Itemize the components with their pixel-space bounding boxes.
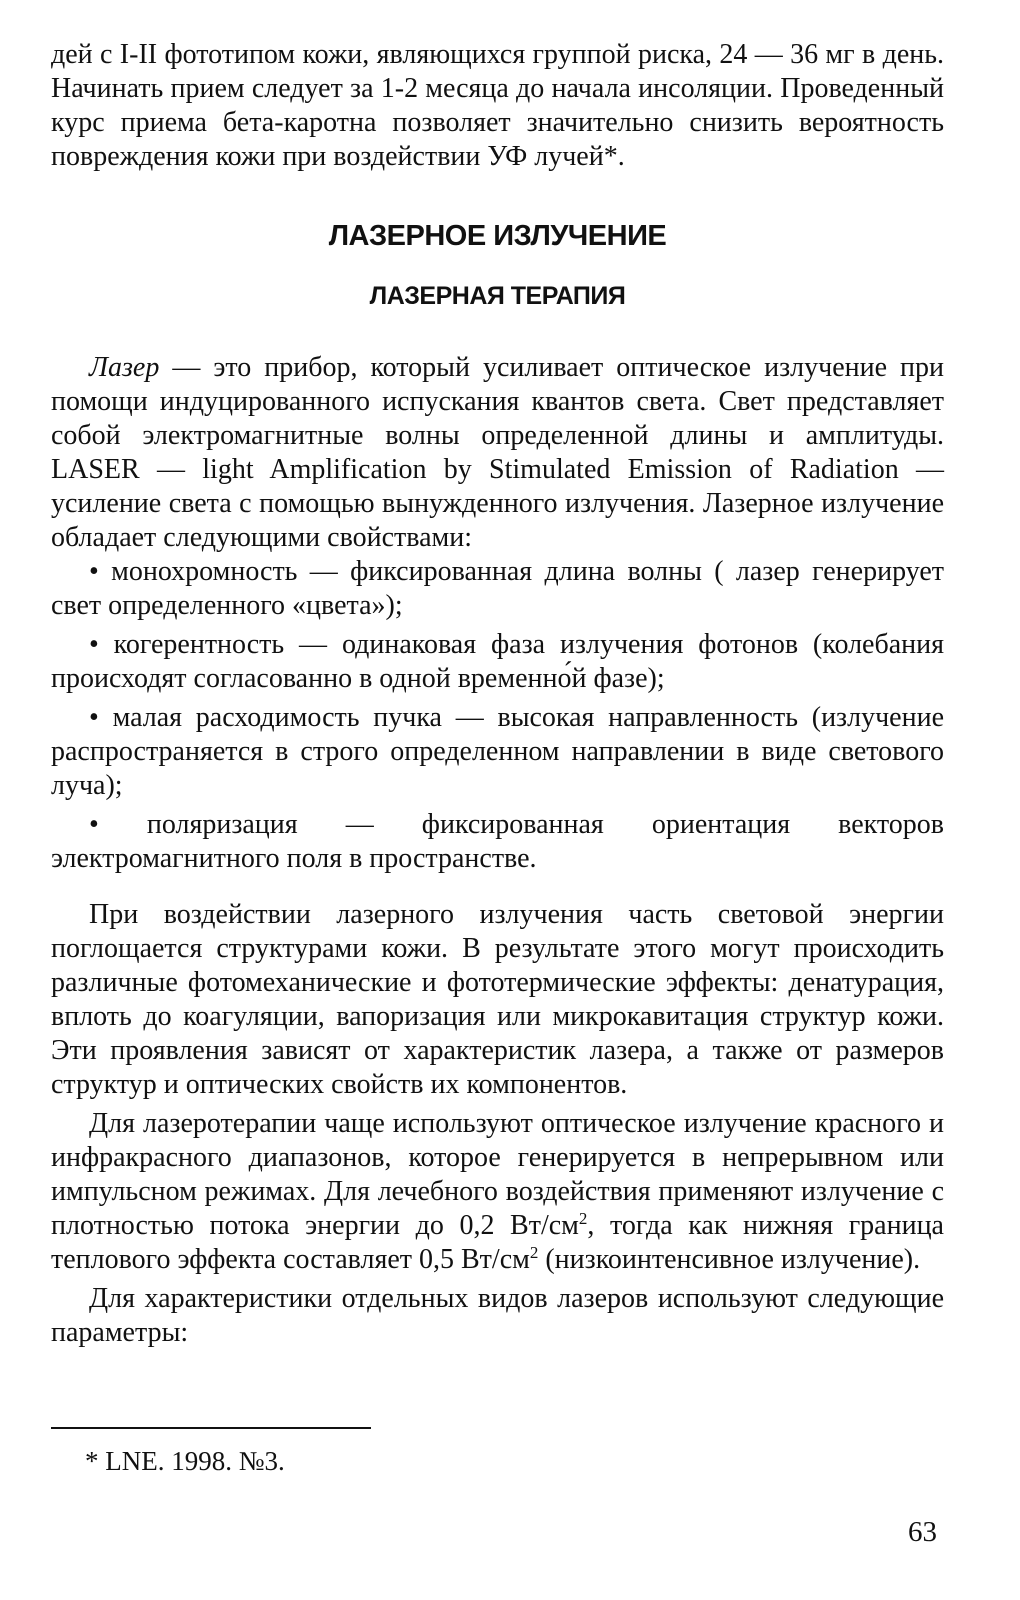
power-text-c: (низкоинтенсивное излучение). xyxy=(538,1244,921,1275)
paragraph-skin-effects: При воздействии лазерного излучения часть световой энергии поглощается структурами кожи. В результате этого могут происходить различные фотомеханические и фототермические эффекты: денатурация, вплоть до коагуляции, вапоризация или микрокавитация структур кожи. Эти проявления зависят от характеристик лазера, а также от размеров структур и оптических свойств их компонентов. xyxy=(51,899,944,1100)
paragraph-laser-definition xyxy=(51,351,944,555)
footnote: * LNE. 1998. №3. xyxy=(85,1446,285,1476)
section-heading: ЛАЗЕРНОЕ ИЗЛУЧЕНИЕ xyxy=(328,220,667,252)
list-item-coherence: • когерентность — одинаковая фаза излучения фотонов (колебания происходят согласованно в одной временно́й фазе); xyxy=(51,629,944,694)
subsection-heading: ЛАЗЕРНАЯ ТЕРАПИЯ xyxy=(369,282,626,310)
superscript-2: 2 xyxy=(529,1243,539,1262)
power-text-b: , тогда как нижняя граница теплового эффекта составляет 0,5 Вт/см xyxy=(51,1210,944,1275)
page-body xyxy=(51,38,944,1350)
list-item-divergence: • малая расходимость пучка — высокая направленность (излучение распространяется в строго определенном направлении в виде светового луча); xyxy=(51,702,944,801)
laser-definition-text: — это прибор, который усиливает оптическое излучение при помощи индуцированного испускания квантов света. Свет представляет собой электромагнитные волны определенной длины и амплитуды. LASER — light Amplification by Stimulated Emission of Radiation — усиление света с помощью вынужденного излучения. Лазерное излучение обладает следующими свойствами: xyxy=(51,352,944,553)
footnote-divider xyxy=(51,1427,371,1429)
paragraph-parameters: Для характеристики отдельных видов лазеров используют следующие параметры: xyxy=(51,1283,944,1348)
paragraph-continuation: дей с I-II фототипом кожи, являющихся группой риска, 24 — 36 мг в день. Начинать прием следует за 1-2 месяца до начала инсоляции. Проведенный курс приема бета-каротна позволяет значительно снизить вероятность повреждения кожи при воздействии УФ лучей*. xyxy=(51,39,944,172)
paragraph-laser-therapy-power xyxy=(51,1107,944,1277)
term-laser: Лазер xyxy=(89,352,160,383)
list-item-polarization: • поляризация — фиксированная ориентация векторов электромагнитного поля в пространстве. xyxy=(51,809,944,874)
power-text-a: Для лазеротерапии чаще используют оптическое излучение красного и инфракрасного диапазонов, которое генерируется в непрерывном или импульсном режимах. Для лечебного воздействия применяют излучение с плотностью потока энергии до 0,2 Вт/см xyxy=(51,1108,944,1241)
list-item-monochromaticity: • монохромность — фиксированная длина волны ( лазер генерирует свет определенного «цвета»); xyxy=(51,556,944,621)
superscript-2: 2 xyxy=(578,1209,588,1228)
page-number: 63 xyxy=(908,1516,937,1548)
